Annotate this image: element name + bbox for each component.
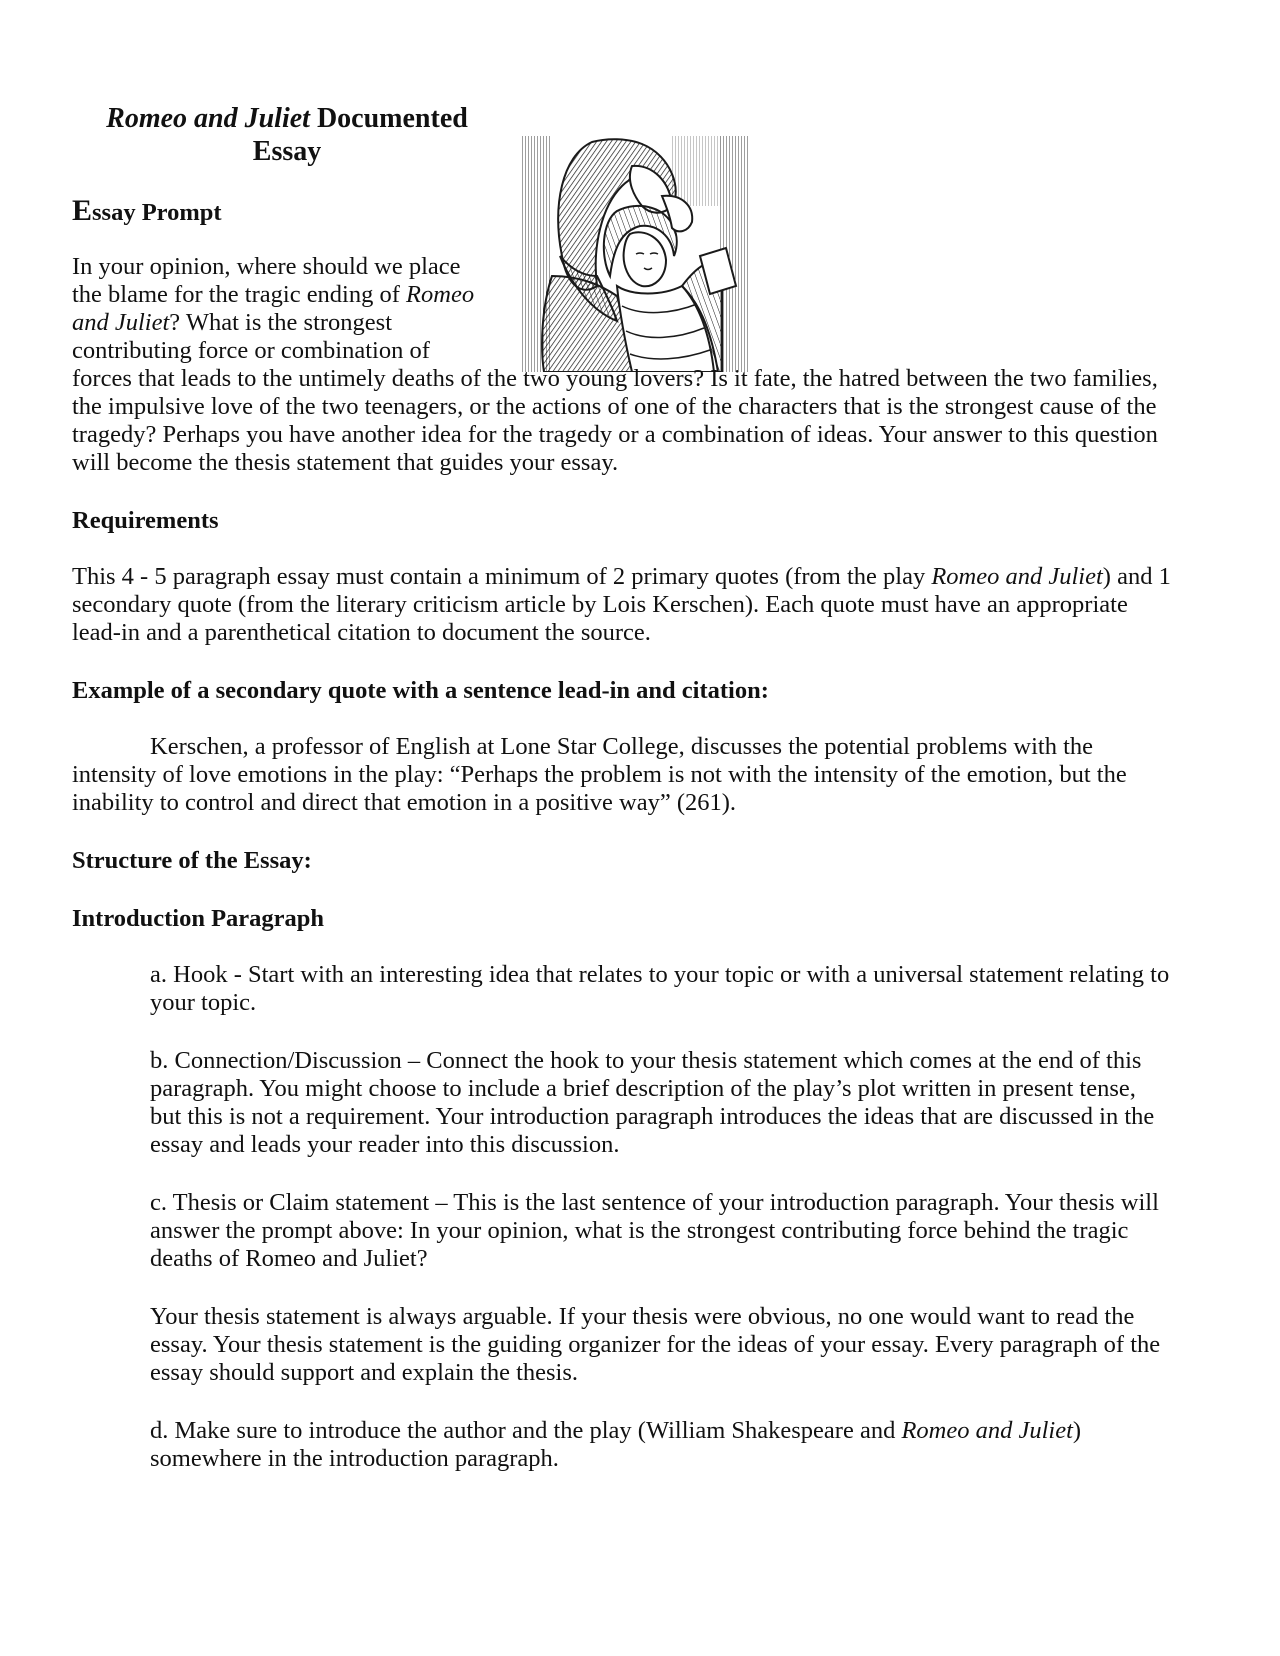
intro-d-line-1 [150,1416,1081,1445]
intro-c-line-1: c. Thesis or Claim statement – This is the last sentence of your introduction paragraph. Your thesis will [150,1189,1159,1216]
requirements-line-1 [72,562,1171,591]
prompt-line-2-italic: Romeo [406,281,475,308]
thesis-note-line-2: essay. Your thesis statement is the guiding organizer for the ideas of your essay. Every paragraph of the [150,1331,1161,1358]
intro-c-line-2: answer the prompt above: In your opinion, what is the strongest contributing force behind the tragic [150,1217,1129,1244]
prompt-line-3 [72,308,392,337]
structure-heading: Structure of the Essay: [72,847,312,874]
intro-a-line-2: your topic. [150,989,257,1016]
thesis-note-line-1: Your thesis statement is always arguable. If your thesis were obvious, no one would want to read the [150,1303,1135,1330]
heading-rest: ssay Prompt [92,199,222,226]
prompt-line-7: tragedy? Perhaps you have another idea for the tragedy or a combination of ideas. Your answer to this question [72,421,1158,448]
requirements-line-1-text: This 4 - 5 paragraph essay must contain a minimum of 2 primary quotes (from the play [72,563,932,590]
intro-b-line-4: essay and leads your reader into this discussion. [150,1131,620,1158]
intro-heading: Introduction Paragraph [72,905,325,932]
title-line-1 [72,102,502,135]
intro-b-line-2: paragraph. You might choose to include a brief description of the play’s plot written in present tense, [150,1075,1136,1102]
document-title [72,102,502,168]
intro-a-line-1: a. Hook - Start with an interesting idea that relates to your topic or with a universal statement relating to [150,961,1170,988]
example-line-1: Kerschen, a professor of English at Lone Star College, discusses the potential problems with the [150,733,1094,760]
prompt-line-6: the impulsive love of the two teenagers, or the actions of one of the characters that is the strongest cause of the [72,393,1157,420]
requirements-line-2: secondary quote (from the literary criticism article by Lois Kerschen). Each quote must have an appropriate [72,591,1128,618]
prompt-line-8: will become the thesis statement that guides your essay. [72,449,619,476]
intro-d-line-1-italic: Romeo and Juliet [901,1417,1073,1444]
prompt-line-2-text: the blame for the tragic ending of [72,281,407,308]
prompt-line-1: In your opinion, where should we place [72,253,461,280]
intro-d-line-1-text: d. Make sure to introduce the author and the play (William Shakespeare and [150,1417,902,1444]
intro-d-line-2: somewhere in the introduction paragraph. [150,1445,559,1472]
example-heading: Example of a secondary quote with a sentence lead-in and citation: [72,677,769,704]
requirements-line-3: lead-in and a parenthetical citation to document the source. [72,619,651,646]
example-line-3: inability to control and direct that emotion in a positive way” (261). [72,789,737,816]
requirements-line-1-italic: Romeo and Juliet [931,563,1103,590]
intro-c-line-3: deaths of Romeo and Juliet? [150,1245,428,1272]
prompt-line-2 [72,280,474,309]
title-line-2: Essay [252,136,322,167]
intro-d-line-1-end: ) [1072,1417,1082,1444]
example-line-2: intensity of love emotions in the play: “Perhaps the problem is not with the intensity of the emotion, but the [72,761,1127,788]
requirements-line-1-end: ) and 1 [1102,563,1171,590]
requirements-heading: Requirements [72,507,219,534]
prompt-line-5: forces that leads to the untimely deaths of the two young lovers? Is it fate, the hatred between the two families, [72,365,1158,392]
title-rest: Documented [309,103,468,134]
romeo-juliet-engraving-icon [522,136,750,372]
title-italic: Romeo and Juliet [106,103,310,134]
essay-prompt-heading [72,196,222,227]
intro-b-line-3: but this is not a requirement. Your introduction paragraph introduces the ideas that are discussed in the [150,1103,1155,1130]
prompt-line-3-italic: and Juliet [72,309,170,336]
prompt-line-3-text: ? What is the strongest [169,309,393,336]
intro-b-line-1: b. Connection/Discussion – Connect the hook to your thesis statement which comes at the end of this [150,1047,1142,1074]
prompt-line-4: contributing force or combination of [72,337,430,364]
heading-initial: E [72,194,93,227]
thesis-note-line-3: essay should support and explain the thesis. [150,1359,579,1386]
